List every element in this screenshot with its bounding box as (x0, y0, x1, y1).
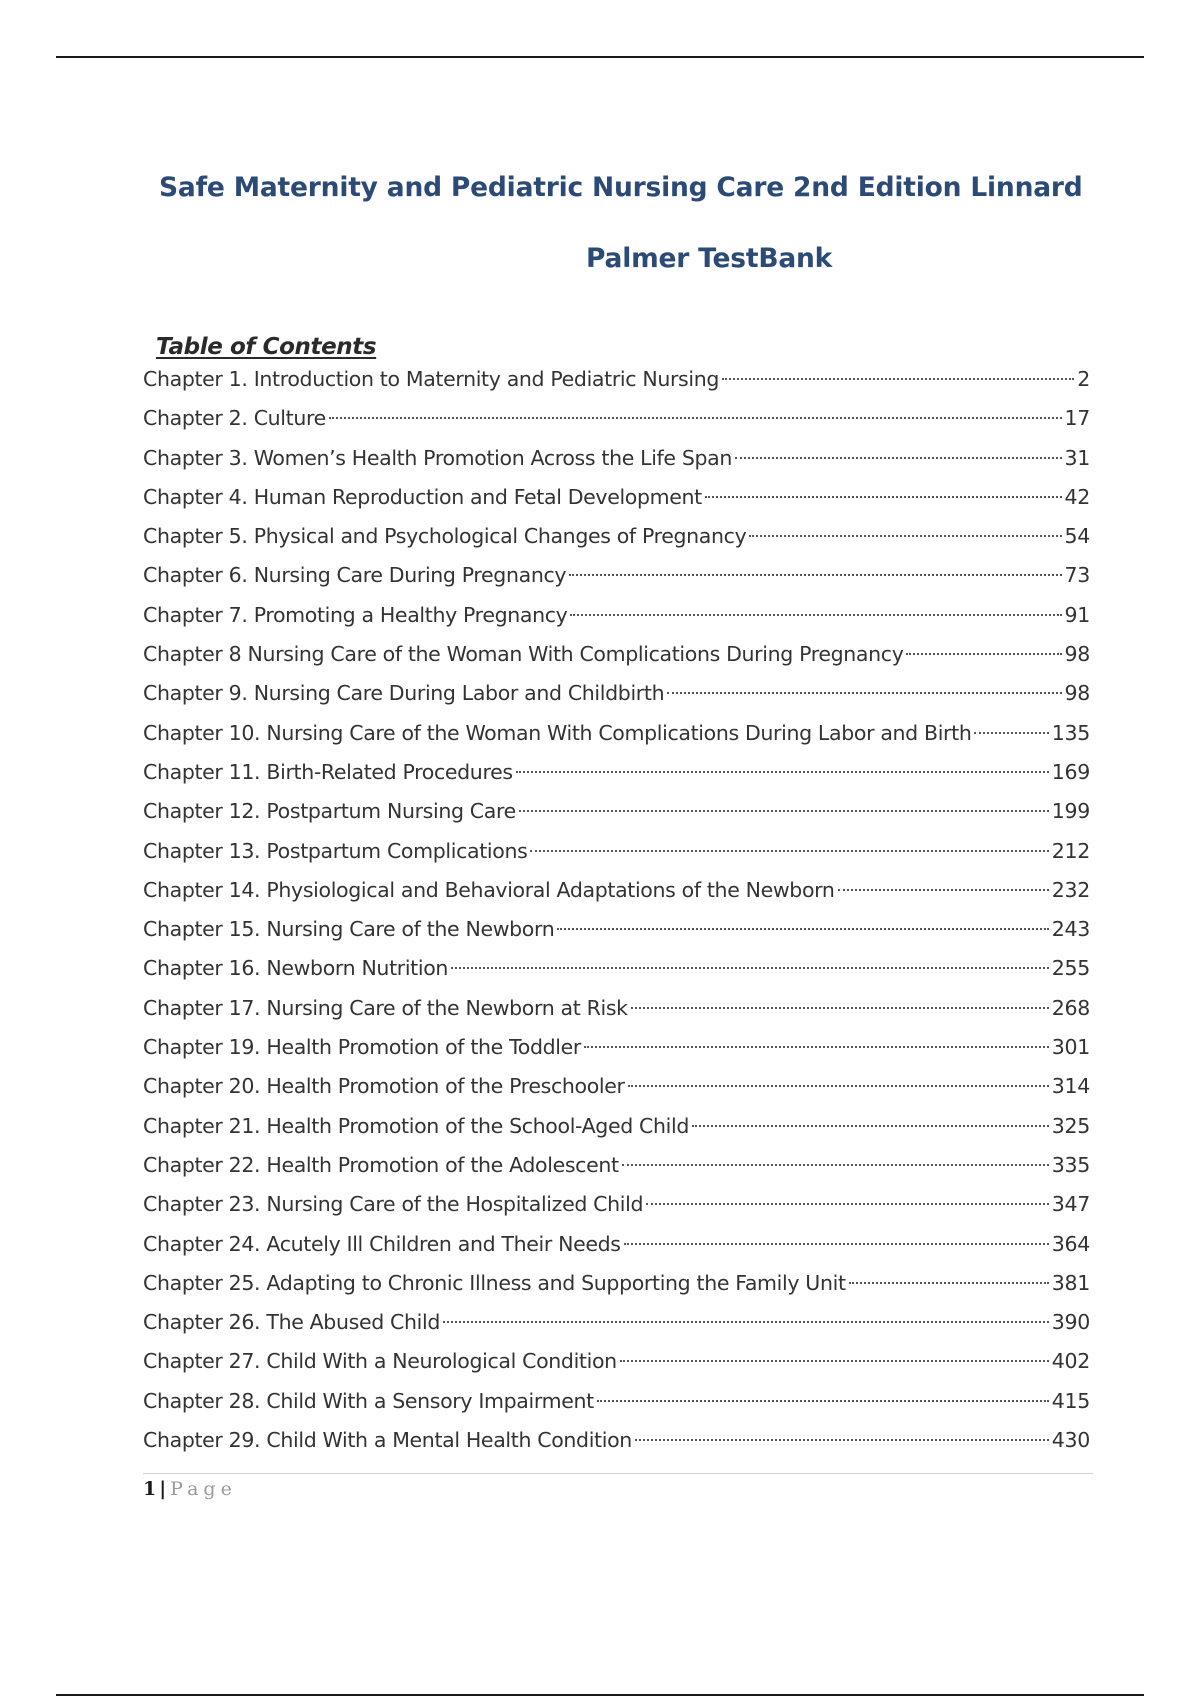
toc-entry[interactable] (143, 517, 1090, 556)
document-title-line2: Palmer TestBank (586, 243, 833, 274)
toc-entry[interactable] (143, 832, 1090, 871)
toc-dot-leader (622, 1164, 1049, 1166)
toc-entry[interactable] (143, 1028, 1090, 1067)
toc-entry-title: Chapter 3. Women’s Health Promotion Across the Life Span (143, 445, 733, 470)
toc-entry[interactable] (143, 1225, 1090, 1264)
toc-entry[interactable] (143, 360, 1090, 399)
toc-entry-page: 199 (1051, 799, 1090, 824)
footer-rule (143, 1473, 1093, 1474)
toc-entry-page: 255 (1051, 956, 1090, 981)
toc-entry-page: 169 (1051, 759, 1090, 784)
toc-entry-title: Chapter 13. Postpartum Complications (143, 838, 528, 863)
toc-entry-title: Chapter 29. Child With a Mental Health Condition (143, 1428, 632, 1453)
toc-entry[interactable] (143, 910, 1090, 949)
toc-entry-page: 212 (1051, 838, 1090, 863)
toc-entry[interactable] (143, 1067, 1090, 1106)
toc-entry[interactable] (143, 1264, 1090, 1303)
toc-entry-title: Chapter 15. Nursing Care of the Newborn (143, 917, 555, 942)
toc-dot-leader (530, 850, 1048, 852)
toc-entry[interactable] (143, 1421, 1090, 1460)
toc-entry[interactable] (143, 674, 1090, 713)
toc-entry-page: 301 (1051, 1035, 1090, 1060)
toc-entry-page: 268 (1051, 995, 1090, 1020)
toc-entry-page: 314 (1051, 1074, 1090, 1099)
toc-entry-page: 347 (1051, 1192, 1090, 1217)
toc-entry-title: Chapter 17. Nursing Care of the Newborn at Risk (143, 995, 628, 1020)
page-footer (143, 1478, 237, 1500)
toc-dot-leader (557, 928, 1048, 930)
toc-entry-title: Chapter 23. Nursing Care of the Hospitalized Child (143, 1192, 644, 1217)
toc-entry-page: 91 (1064, 602, 1090, 627)
toc-dot-leader (705, 496, 1062, 498)
toc-entry-title: Chapter 11. Birth-Related Procedures (143, 759, 513, 784)
footer-page-number: 1 (143, 1478, 157, 1500)
toc-entry-page: 73 (1064, 563, 1090, 588)
toc-entry-page: 325 (1051, 1113, 1090, 1138)
toc-dot-leader (631, 1007, 1049, 1009)
toc-entry[interactable] (143, 714, 1090, 753)
toc-entry-title: Chapter 1. Introduction to Maternity and Pediatric Nursing (143, 367, 720, 391)
toc-entry-title: Chapter 14. Physiological and Behavioral Adaptations of the Newborn (143, 877, 835, 902)
toc-entry[interactable] (143, 1382, 1090, 1421)
toc-entry-page: 98 (1064, 681, 1090, 706)
toc-dot-leader (569, 574, 1061, 576)
footer-separator: | (159, 1478, 167, 1500)
toc-dot-leader (443, 1321, 1049, 1323)
toc-dot-leader (906, 653, 1061, 655)
toc-entry-title: Chapter 2. Culture (143, 406, 326, 431)
toc-entry-title: Chapter 19. Health Promotion of the Toddler (143, 1035, 581, 1060)
toc-entry-page: 135 (1051, 720, 1090, 745)
toc-entry-title: Chapter 7. Promoting a Healthy Pregnancy (143, 602, 568, 627)
toc-entry[interactable] (143, 1146, 1090, 1185)
toc-dot-leader (749, 535, 1061, 537)
toc-entry[interactable] (143, 1185, 1090, 1224)
toc-entry-page: 98 (1064, 642, 1090, 667)
toc-entry-page: 2 (1077, 367, 1090, 391)
toc-entry-page: 31 (1064, 445, 1090, 470)
toc-dot-leader (667, 692, 1061, 694)
toc-dot-leader (838, 889, 1049, 891)
toc-entry[interactable] (143, 1303, 1090, 1342)
toc-entry-title: Chapter 26. The Abused Child (143, 1310, 440, 1335)
toc-entry[interactable] (143, 871, 1090, 910)
toc-entry[interactable] (143, 439, 1090, 478)
toc-entry[interactable] (143, 989, 1090, 1028)
toc-entry-page: 17 (1064, 406, 1090, 431)
toc-entry-title: Chapter 5. Physical and Psychological Changes of Pregnancy (143, 524, 747, 549)
toc-entry-page: 54 (1064, 524, 1090, 549)
toc-dot-leader (722, 378, 1074, 380)
toc-entry-title: Chapter 4. Human Reproduction and Fetal Development (143, 484, 702, 509)
toc-entry-page: 364 (1051, 1231, 1090, 1256)
toc-entry[interactable] (143, 556, 1090, 595)
toc-entry-page: 430 (1051, 1428, 1090, 1453)
toc-entry-title: Chapter 21. Health Promotion of the School-Aged Child (143, 1113, 690, 1138)
toc-entry-page: 415 (1051, 1388, 1090, 1413)
toc-entry[interactable] (143, 792, 1090, 831)
toc-entry[interactable] (143, 596, 1090, 635)
toc-entry-title: Chapter 24. Acutely Ill Children and Their Needs (143, 1231, 621, 1256)
toc-entry-title: Chapter 28. Child With a Sensory Impairment (143, 1388, 594, 1413)
toc-dot-leader (584, 1046, 1049, 1048)
toc-entry-title: Chapter 8 Nursing Care of the Woman With Complications During Pregnancy (143, 642, 904, 667)
toc-entry[interactable] (143, 478, 1090, 517)
toc-dot-leader (735, 457, 1061, 459)
toc-entry-title: Chapter 6. Nursing Care During Pregnancy (143, 563, 567, 588)
toc-dot-leader (635, 1439, 1049, 1441)
toc-entry[interactable] (143, 399, 1090, 438)
toc-entry-page: 402 (1051, 1349, 1090, 1374)
toc-dot-leader (570, 614, 1061, 616)
table-of-contents (143, 360, 1090, 1460)
toc-entry-page: 381 (1051, 1270, 1090, 1295)
toc-entry[interactable] (143, 635, 1090, 674)
document-title-line1: Safe Maternity and Pediatric Nursing Care 2nd Edition Linnard (159, 172, 1083, 203)
toc-entry-title: Chapter 25. Adapting to Chronic Illness and Supporting the Family Unit (143, 1270, 846, 1295)
toc-entry-title: Chapter 9. Nursing Care During Labor and Childbirth (143, 681, 665, 706)
toc-dot-leader (451, 967, 1049, 969)
header-rule (56, 56, 1144, 58)
toc-dot-leader (849, 1282, 1049, 1284)
toc-dot-leader (329, 417, 1062, 419)
toc-entry-title: Chapter 20. Health Promotion of the Preschooler (143, 1074, 625, 1099)
toc-dot-leader (974, 732, 1048, 734)
toc-entry-page: 243 (1051, 917, 1090, 942)
toc-entry[interactable] (143, 1107, 1090, 1146)
toc-entry[interactable] (143, 753, 1090, 792)
toc-entry-page: 42 (1064, 484, 1090, 509)
toc-entry[interactable] (143, 949, 1090, 988)
toc-entry-page: 232 (1051, 877, 1090, 902)
toc-heading: Table of Contents (156, 334, 377, 360)
toc-entry-title: Chapter 27. Child With a Neurological Condition (143, 1349, 617, 1374)
toc-dot-leader (628, 1085, 1049, 1087)
toc-entry[interactable] (143, 1342, 1090, 1381)
bottom-rule (56, 1694, 1144, 1696)
toc-dot-leader (624, 1243, 1049, 1245)
toc-entry-page: 390 (1051, 1310, 1090, 1335)
toc-entry-title: Chapter 22. Health Promotion of the Adolescent (143, 1152, 619, 1177)
toc-dot-leader (620, 1360, 1049, 1362)
toc-dot-leader (692, 1125, 1049, 1127)
toc-dot-leader (516, 771, 1049, 773)
toc-entry-title: Chapter 12. Postpartum Nursing Care (143, 799, 516, 824)
toc-dot-leader (597, 1400, 1049, 1402)
toc-entry-title: Chapter 10. Nursing Care of the Woman With Complications During Labor and Birth (143, 720, 972, 745)
footer-page-word: Page (170, 1478, 237, 1500)
toc-dot-leader (519, 810, 1049, 812)
toc-entry-title: Chapter 16. Newborn Nutrition (143, 956, 449, 981)
toc-entry-page: 335 (1051, 1152, 1090, 1177)
toc-dot-leader (646, 1203, 1049, 1205)
